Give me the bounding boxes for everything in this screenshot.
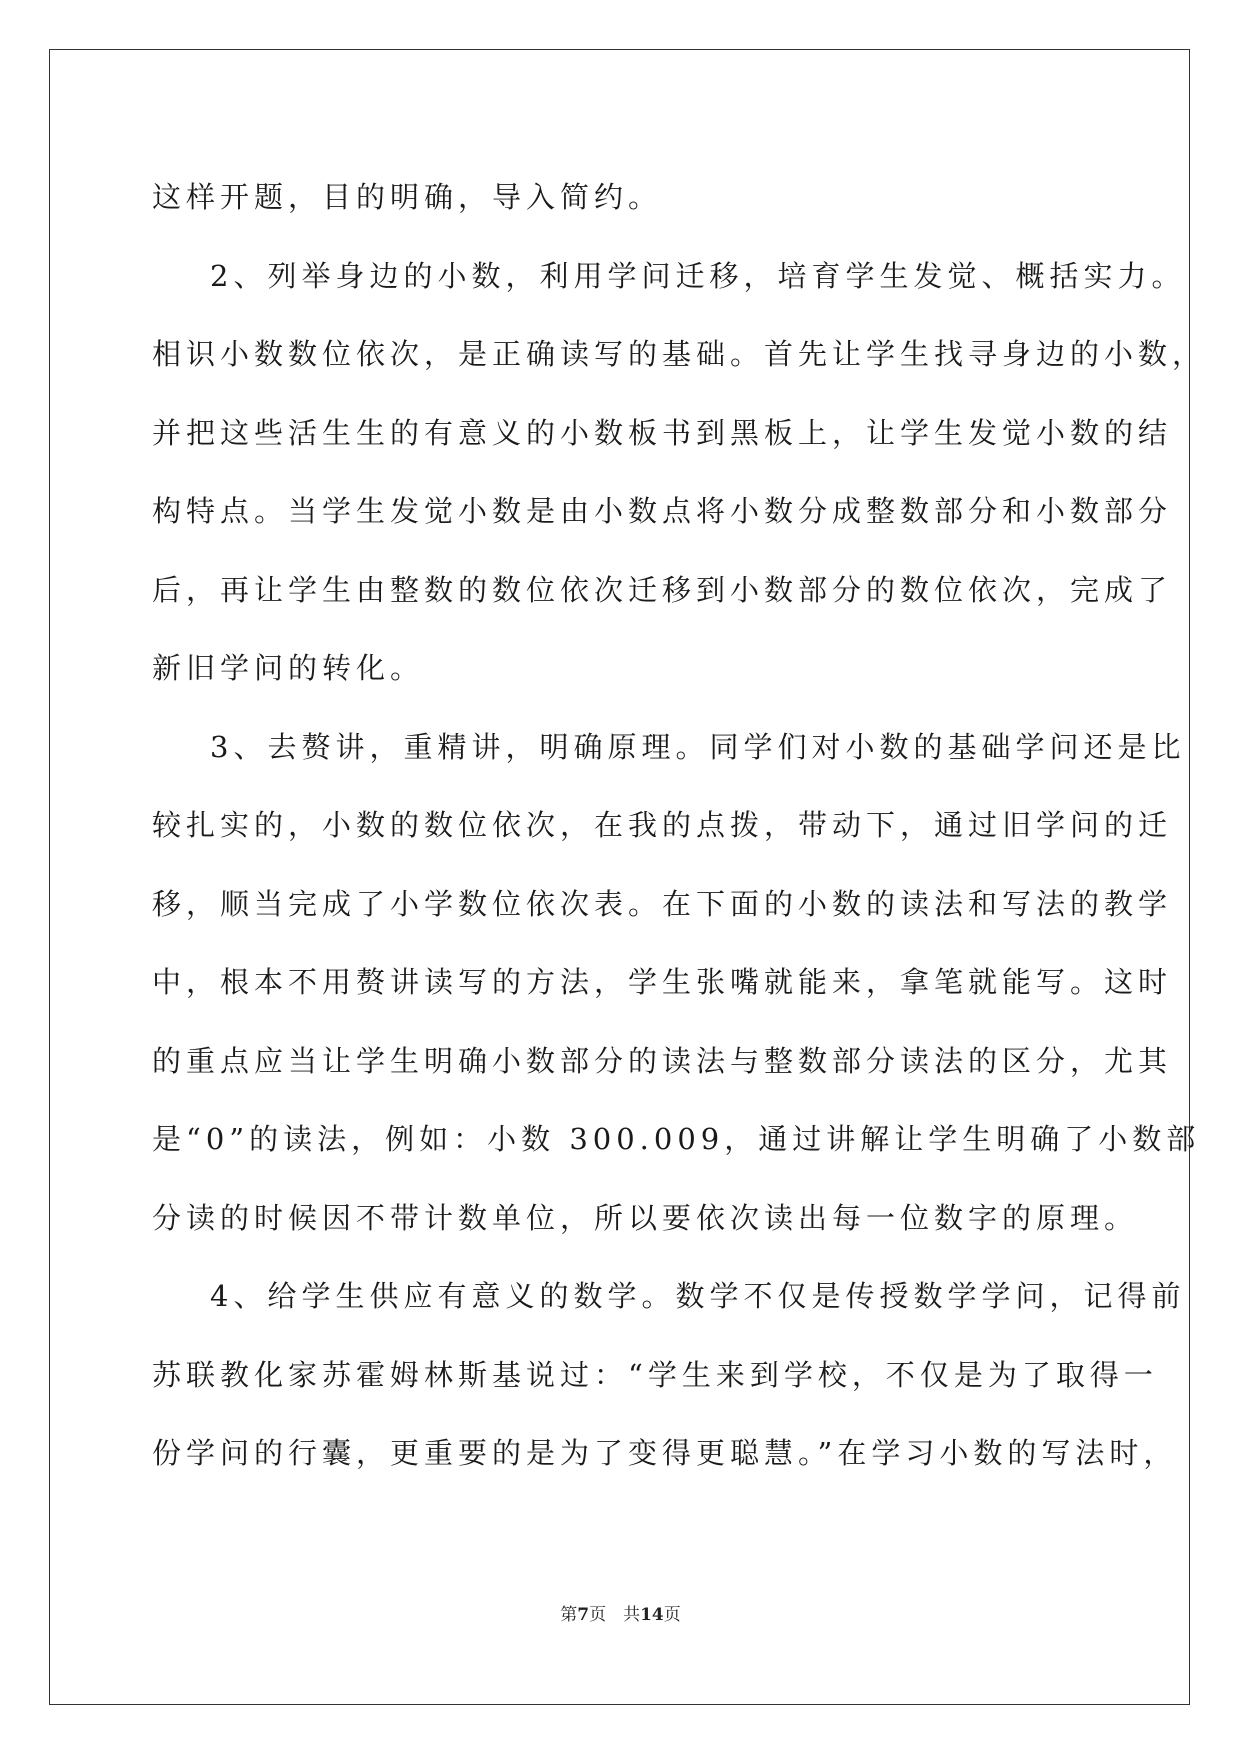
page-footer <box>0 1600 1241 1625</box>
text-line: 移，顺当完成了小学数位依次表。在下面的小数的读法和写法的教学 <box>152 886 1173 921</box>
text-line: 分读的时候因不带计数单位，所以要依次读出每一位数字的原理。 <box>152 1200 1139 1235</box>
text-line: 这样开题，目的明确，导入简约。 <box>152 180 663 214</box>
text-line: 的重点应当让学生明确小数部分的读法与整数部分读法的区分，尤其 <box>152 1043 1173 1078</box>
document-body <box>152 158 1207 1493</box>
text-line: 中，根本不用赘讲读写的方法，学生张嘴就能来，拿笔就能写。这时 <box>152 965 1173 999</box>
text-line: 新旧学问的转化。 <box>152 651 425 685</box>
footer-suffix: 页 <box>663 1605 681 1625</box>
text-line: 4、给学生供应有意义的数学。数学不仅是传授数学学问，记得前 <box>210 1279 1186 1313</box>
text-line: 后，再让学生由整数的数位依次迁移到小数部分的数位依次，完成了 <box>152 572 1173 607</box>
footer-prefix: 第 <box>560 1605 578 1625</box>
text-line: 构特点。当学生发觉小数是由小数点将小数分成整数部分和小数部分 <box>152 494 1173 528</box>
text-line: 相识小数数位依次，是正确读写的基础。首先让学生找寻身边的小数， <box>152 337 1207 371</box>
text-line: 份学问的行囊，更重要的是为了变得更聪慧。”在学习小数的写法时， <box>152 1436 1178 1470</box>
text-line: 3、去赘讲，重精讲，明确原理。同学们对小数的基础学问还是比 <box>210 729 1186 764</box>
text-line: 2、列举身边的小数，利用学问迁移，培育学生发觉、概括实力。 <box>210 258 1186 293</box>
text-line: 苏联教化家苏霍姆林斯基说过：“学生来到学校，不仅是为了取得一 <box>152 1357 1158 1392</box>
footer-middle: 页 共 <box>589 1605 641 1625</box>
total-pages-number: 14 <box>640 1605 664 1625</box>
text-line: 较扎实的，小数的数位依次，在我的点拨，带动下，通过旧学问的迁 <box>152 808 1173 842</box>
text-line: 并把这些活生生的有意义的小数板书到黑板上，让学生发觉小数的结 <box>152 415 1173 450</box>
current-page-number: 7 <box>577 1605 590 1625</box>
text-line: 是“0”的读法，例如：小数 300.009，通过讲解让学生明确了小数部 <box>152 1122 1201 1156</box>
